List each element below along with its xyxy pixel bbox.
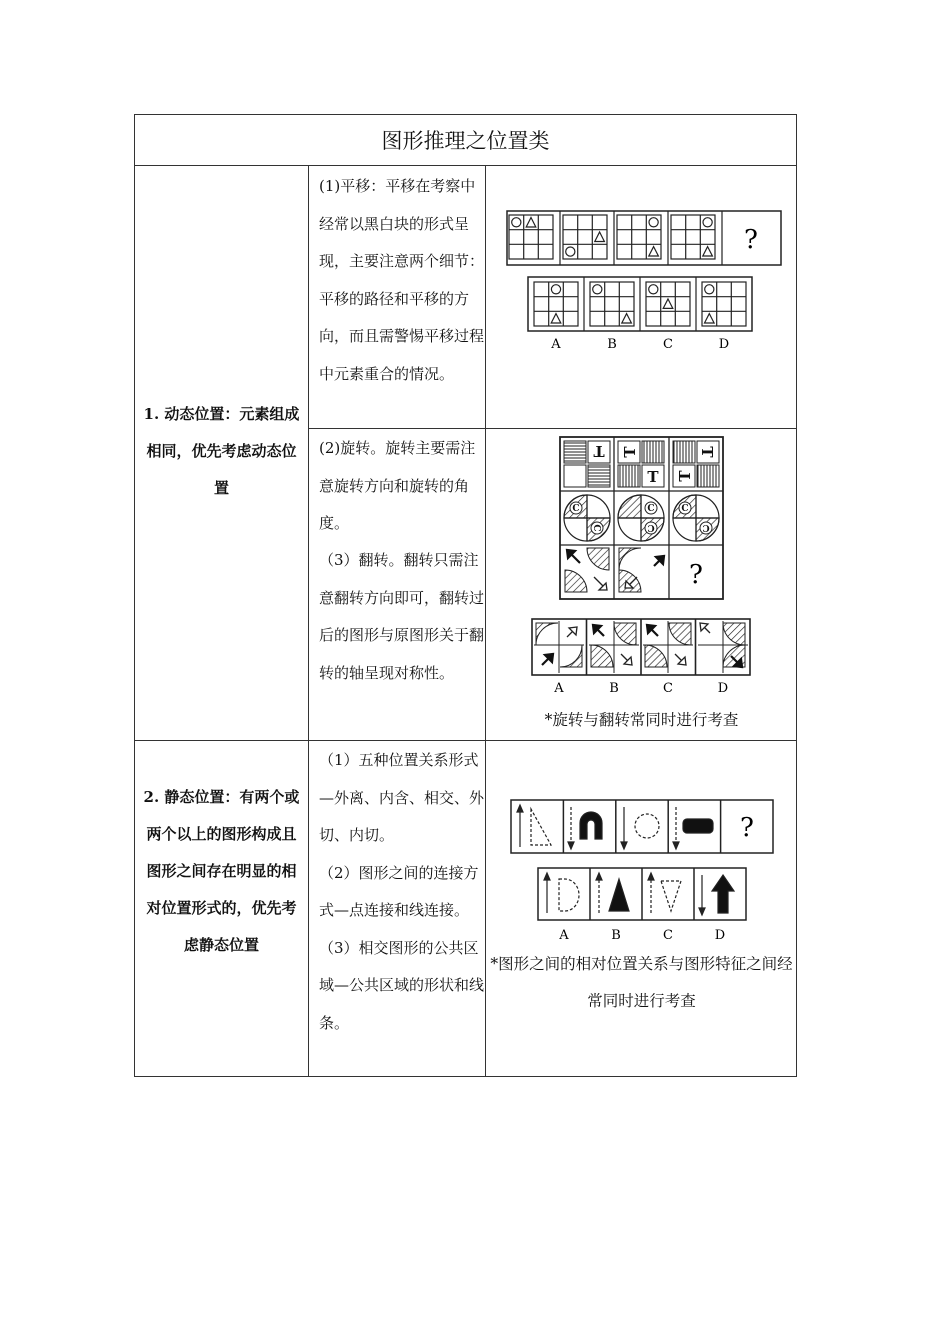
row-divider xyxy=(135,740,796,741)
translation-description: (1)平移：平移在考察中经常以黑白块的形式呈现，主要注意两个细节：平移的路径和平移的方向，而且需警惕平移过程中元素重合的情况。 xyxy=(319,177,485,383)
svg-text:C: C xyxy=(681,504,689,514)
option-label: B xyxy=(611,928,621,943)
svg-text:C: C xyxy=(591,524,601,532)
flip-description: （3）翻转。翻转只需注意翻转方向即可，翻转过后的图形与原图形关于翻转的轴呈现对称性。 xyxy=(319,551,485,682)
option-label: B xyxy=(609,681,619,696)
column-divider xyxy=(308,165,309,1076)
svg-text:C: C xyxy=(647,504,655,514)
question-mark: ? xyxy=(740,813,754,843)
svg-text:T: T xyxy=(621,446,639,458)
question-mark: ? xyxy=(744,225,758,255)
category-dynamic-position: 1. 动态位置：元素组成相同，优先考虑动态位置 xyxy=(143,405,300,497)
svg-text:C: C xyxy=(572,504,580,514)
column-divider xyxy=(485,165,486,1076)
option-label: A xyxy=(559,928,569,943)
row-divider xyxy=(309,428,796,429)
option-label: D xyxy=(714,928,726,943)
option-label: D xyxy=(717,681,729,696)
rotation-description: (2)旋转。旋转主要需注意旋转方向和旋转的角度。 xyxy=(319,439,476,532)
option-label: A xyxy=(551,337,561,352)
static-note: *图形之间的相对位置关系与图形特征之间经常同时进行考查 xyxy=(490,955,793,1010)
svg-text:C: C xyxy=(702,522,710,532)
svg-text:T: T xyxy=(647,468,659,486)
static-description-2: （2）图形之间的连接方式—点连接和线连接。 xyxy=(319,863,479,919)
rotation-options-figure xyxy=(487,615,796,705)
static-description-3: （3）相交图形的公共区域—公共区域的形状和线条。 xyxy=(319,938,485,1032)
option-label: C xyxy=(663,337,673,352)
option-label: D xyxy=(718,337,730,352)
svg-text:C: C xyxy=(647,522,655,532)
svg-text:T: T xyxy=(698,446,716,458)
svg-text:T: T xyxy=(676,470,694,482)
option-label: C xyxy=(663,681,673,696)
content-table xyxy=(134,114,797,1077)
static-position-figure xyxy=(487,795,796,945)
static-description-1: （1）五种位置关系形式—外离、内含、相交、外切、内切。 xyxy=(319,751,485,844)
option-label: C xyxy=(663,928,673,943)
svg-text:T: T xyxy=(593,442,605,460)
static-description xyxy=(319,742,485,1042)
option-label: B xyxy=(607,337,617,352)
page-title: 图形推理之位置类 xyxy=(381,129,550,153)
rotation-note: *旋转与翻转常同时进行考查 xyxy=(544,711,739,729)
question-mark: ? xyxy=(689,560,703,590)
translation-figure xyxy=(487,166,796,428)
option-label: A xyxy=(554,681,564,696)
category-static-position: 2. 静态位置：有两个或两个以上的图形构成且图形之间存在明显的相对位置形式的，优先考虑静态位置 xyxy=(143,788,300,954)
